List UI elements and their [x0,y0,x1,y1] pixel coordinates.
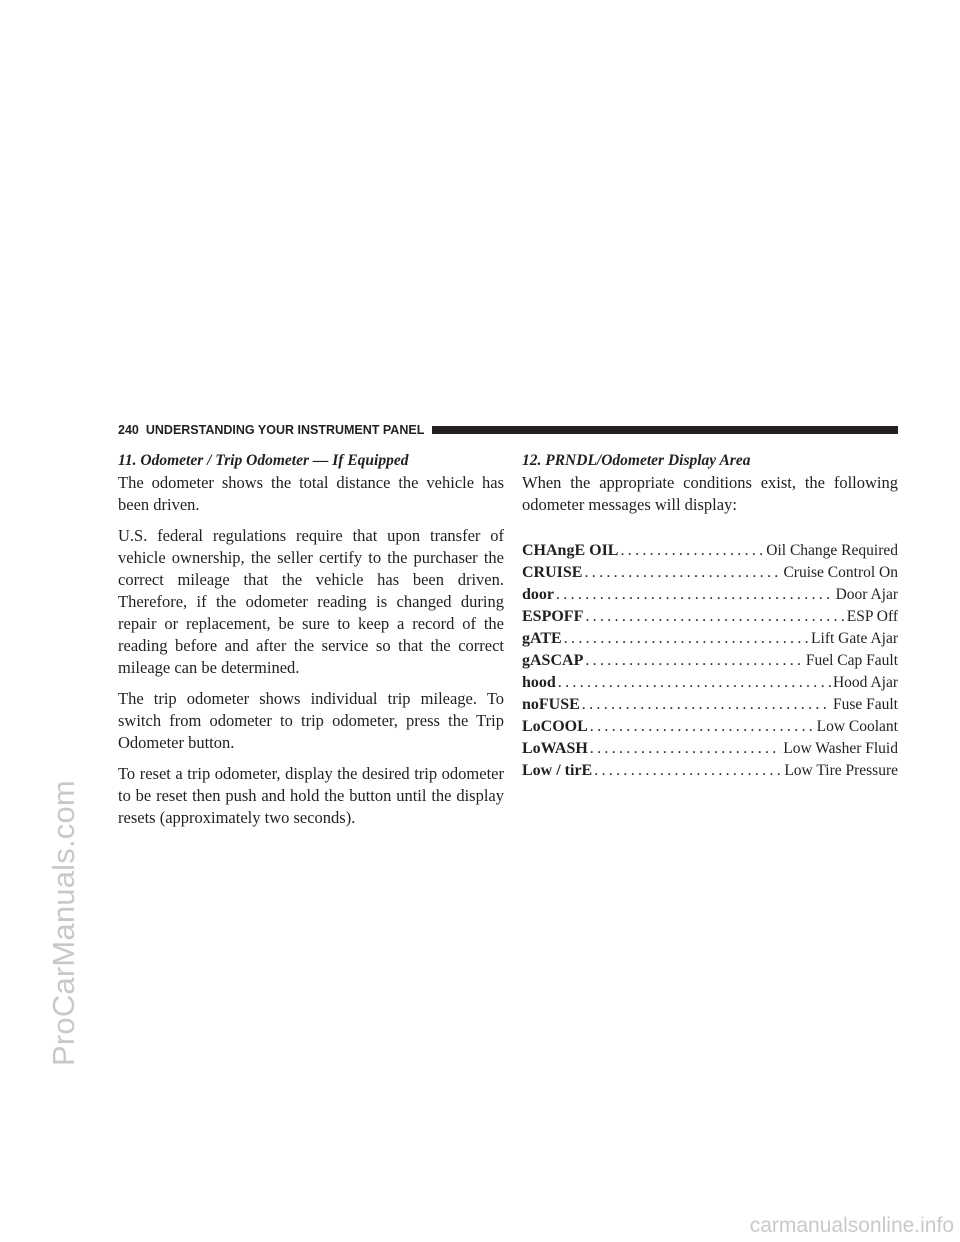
message-meaning: Low Coolant [816,718,898,735]
message-meaning: Fuse Fault [832,696,898,713]
prndl-heading: 12. PRNDL/Odometer Display Area [522,452,751,469]
message-code: CHAngE OIL [522,542,619,559]
odometer-heading: 11. Odometer / Trip Odometer — If Equipped [118,452,409,469]
message-meaning: Oil Change Required [766,542,898,559]
paragraph: To reset a trip odometer, display the desired trip odometer to be reset then push and hold the button until the display resets (approximately two seconds). [118,764,504,827]
page-number: 240 [118,423,139,437]
intro-paragraph: When the appropriate conditions exist, the following odometer messages will display: [522,473,898,514]
left-column [118,450,504,838]
paragraph: The odometer shows the total distance the vehicle has been driven. [118,473,504,514]
message-row [522,694,898,716]
message-row [522,672,898,694]
dot-leader [584,562,781,584]
message-row [522,562,898,584]
message-row [522,584,898,606]
message-code: noFUSE [522,696,580,713]
running-header [118,422,898,438]
dot-leader [556,584,834,606]
message-code: hood [522,674,556,691]
paragraph: U.S. federal regulations require that upon transfer of vehicle ownership, the seller certify to the purchaser the correct mileage that the vehicle has been driven. Therefore, if the odometer reading is changed during repair or replacement, be sure to keep a record of the reading before and after the service so that the correct mileage can be determined. [118,526,504,677]
message-meaning: Door Ajar [835,586,898,603]
dot-leader [590,738,781,760]
message-code: LoCOOL [522,718,588,735]
dot-leader [585,606,844,628]
message-code: gATE [522,630,562,647]
message-row [522,760,898,782]
message-meaning: Low Tire Pressure [784,762,898,779]
bottom-watermark: carmanualsonline.info [749,1214,954,1237]
dot-leader [564,628,809,650]
odometer-messages-list [522,540,898,782]
message-row [522,738,898,760]
dot-leader [620,540,764,562]
dot-leader [594,760,782,782]
message-row [522,716,898,738]
message-code: door [522,586,554,603]
message-code: CRUISE [522,564,583,581]
dot-leader [582,694,831,716]
message-code: gASCAP [522,652,584,669]
dot-leader [590,716,815,738]
message-meaning: Hood Ajar [832,674,898,691]
message-code: Low / tirE [522,762,593,779]
message-meaning: ESP Off [846,608,898,625]
section-title: UNDERSTANDING YOUR INSTRUMENT PANEL [145,423,425,437]
paragraph: The trip odometer shows individual trip mileage. To switch from odometer to trip odometer, press the Trip Odometer button. [118,689,504,752]
message-meaning: Low Washer Fluid [783,740,898,757]
message-row [522,650,898,672]
right-column [522,450,898,782]
side-watermark: ProCarManuals.com [46,780,81,1066]
message-code: LoWASH [522,740,588,757]
dot-leader [558,672,831,694]
message-row [522,540,898,562]
message-row [522,628,898,650]
dot-leader [585,650,804,672]
message-meaning: Cruise Control On [783,564,898,581]
message-meaning: Lift Gate Ajar [811,630,898,647]
message-code: ESPOFF [522,608,584,625]
header-rule [432,426,898,434]
message-row [522,606,898,628]
message-meaning: Fuel Cap Fault [805,652,898,669]
